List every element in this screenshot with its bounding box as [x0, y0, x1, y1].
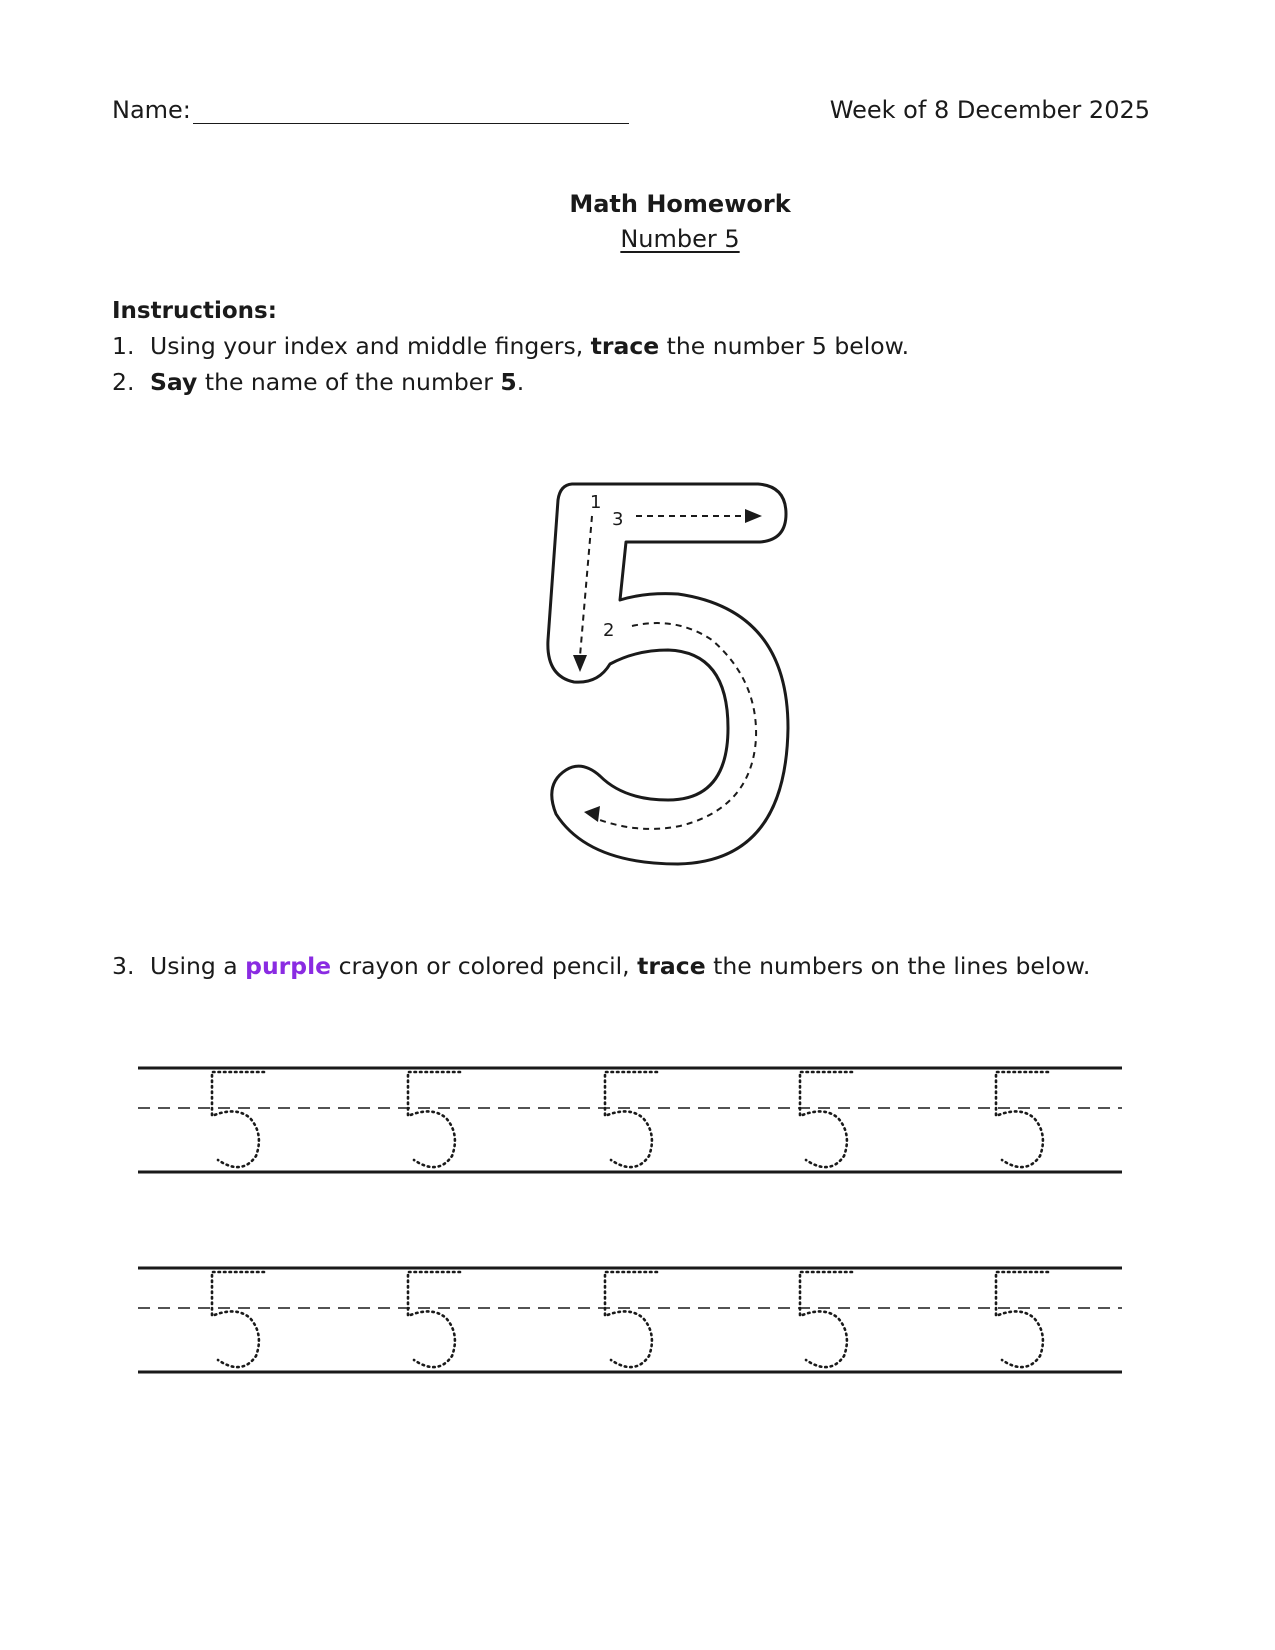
step-number: 3. — [112, 952, 135, 980]
name-label: Name: — [112, 96, 191, 124]
instructions-heading: Instructions: — [112, 298, 277, 324]
dotted-five-glyph — [408, 1272, 460, 1367]
dotted-five-glyph — [408, 1072, 460, 1167]
dotted-five-glyph — [212, 1272, 264, 1367]
step-emphasis: trace — [590, 332, 660, 360]
dotted-five-glyph — [996, 1072, 1048, 1167]
dotted-five-glyph — [800, 1272, 852, 1367]
page-title: Math Homework — [569, 190, 791, 218]
dotted-five-glyph — [800, 1072, 852, 1167]
step-text: . — [516, 368, 525, 396]
page-subtitle: Number 5 — [620, 225, 740, 253]
week-date: Week of 8 December 2025 — [829, 96, 1150, 124]
step-text: the number 5 below. — [659, 332, 910, 360]
step-number: 2. — [112, 368, 135, 396]
stroke-label-1: 1 — [590, 492, 602, 513]
dotted-five-glyph — [605, 1072, 657, 1167]
practice-row[interactable] — [138, 1268, 1122, 1372]
step-number: 1. — [112, 332, 135, 360]
step-emphasis: trace — [637, 952, 706, 980]
step-text: Using your index and middle fingers, — [150, 332, 591, 360]
step-text: the name of the number — [197, 368, 501, 396]
stroke-label-2: 2 — [603, 620, 615, 641]
purple-word: purple — [245, 952, 332, 980]
practice-row[interactable] — [138, 1068, 1122, 1172]
step-text: Using a — [150, 952, 246, 980]
dotted-five-glyph — [605, 1272, 657, 1367]
step-emphasis: 5 — [500, 368, 517, 396]
stroke-label-3: 3 — [612, 509, 624, 530]
dotted-five-glyph — [996, 1272, 1048, 1367]
step-text: crayon or colored pencil, — [331, 952, 638, 980]
step-emphasis: Say — [150, 368, 198, 396]
step-text: the numbers on the lines below. — [705, 952, 1091, 980]
dotted-five-glyph — [212, 1072, 264, 1167]
